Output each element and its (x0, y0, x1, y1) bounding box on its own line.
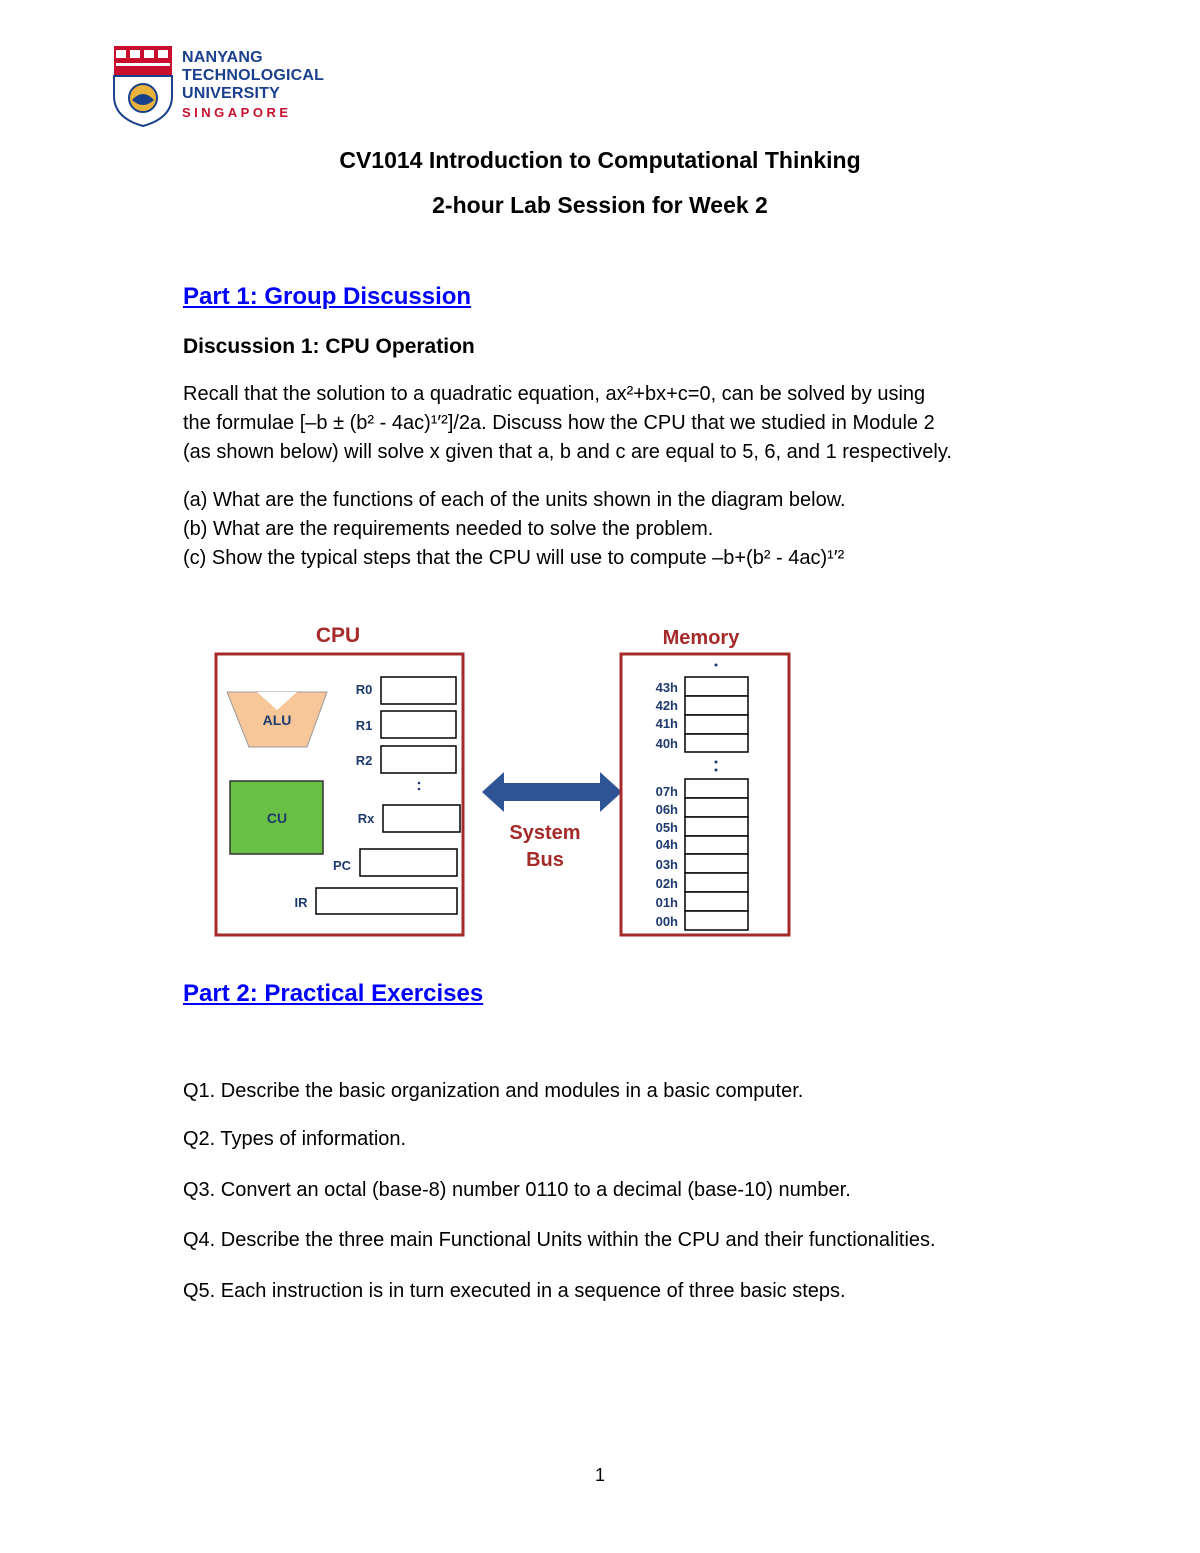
memory-cell (685, 715, 748, 734)
register-label: R2 (355, 753, 373, 768)
discussion-question-c: (c) Show the typical steps that the CPU will use to compute –b+(b² - 4ac)¹′² (183, 547, 845, 569)
course-title: CV1014 Introduction to Computational Thinking (339, 147, 861, 173)
memory-address: 03h (655, 857, 678, 872)
recall-line: (as shown below) will solve x given that a, b and c are equal to 5, 6, and 1 respectively. (183, 441, 952, 463)
ntu-logo (112, 44, 342, 128)
memory-address: 00h (655, 914, 678, 929)
logo-line-nanyang: NANYANG (182, 49, 263, 66)
ellipsis-dot (715, 761, 718, 764)
register-box (383, 805, 460, 832)
memory-address: 41h (655, 716, 678, 731)
memory-cell (685, 677, 748, 696)
memory-address: 02h (655, 876, 678, 891)
memory-cell (685, 892, 748, 911)
memory-address: 05h (655, 820, 678, 835)
part1-heading: Part 1: Group Discussion (183, 283, 472, 310)
memory-address: 42h (655, 698, 678, 713)
register-label: Rx (357, 811, 375, 826)
register-box (381, 746, 456, 773)
discussion-question-b: (b) What are the requirements needed to solve the problem. (183, 518, 714, 540)
page-number: 1 (594, 1465, 605, 1485)
register-label: R1 (355, 718, 373, 733)
memory-address: 04h (655, 837, 678, 852)
memory-cell (685, 779, 748, 798)
memory-cell (685, 854, 748, 873)
discussion-question-a: (a) What are the functions of each of the units shown in the diagram below. (183, 489, 846, 511)
recall-line: the formulae [–b ± (b² - 4ac)¹′²]/2a. Discuss how the CPU that we studied in Module 2 (183, 412, 935, 434)
discussion-questions (183, 486, 1023, 573)
register-box (381, 677, 456, 704)
recall-line: Recall that the solution to a quadratic equation, ax²+bx+c=0, can be solved by using (183, 383, 926, 405)
ntu-crest-icon (112, 44, 174, 128)
pc-label: PC (332, 858, 352, 873)
memory-cell (685, 911, 748, 930)
recall-paragraph (183, 380, 1023, 467)
memory-address: 07h (655, 784, 678, 799)
cpu-title: CPU (315, 624, 361, 647)
memory-cell (685, 836, 748, 854)
memory-cell (685, 873, 748, 892)
bus-label-line2: Bus (526, 849, 564, 871)
memory-cell (685, 734, 748, 752)
ellipsis-dot (418, 782, 421, 785)
ellipsis-dot (715, 769, 718, 772)
memory-cell (685, 798, 748, 817)
memory-cell (685, 817, 748, 836)
memory-cell (685, 696, 748, 715)
exercise-question-1: Q1. Describe the basic organization and modules in a basic computer. (183, 1080, 804, 1102)
pc-register (360, 849, 457, 876)
bus-label-line1: System (509, 822, 581, 844)
discussion-title: Discussion 1: CPU Operation (183, 335, 475, 358)
memory-address: 06h (655, 802, 678, 817)
exercise-question-2: Q2. Types of information. (183, 1128, 407, 1150)
register-label: R0 (355, 682, 373, 697)
memory-address: 40h (655, 736, 678, 751)
memory-title: Memory (662, 627, 740, 649)
logo-line-university: UNIVERSITY (182, 85, 281, 102)
memory-address: 01h (655, 895, 678, 910)
ellipsis-dot (715, 664, 718, 667)
ellipsis-dot (418, 788, 421, 791)
system-bus-arrow (482, 772, 622, 812)
cu-label: CU (266, 810, 288, 826)
logo-line-technological: TECHNOLOGICAL (182, 67, 325, 84)
register-box (381, 711, 456, 738)
ir-register (316, 888, 457, 914)
part2-heading: Part 2: Practical Exercises (183, 980, 484, 1007)
logo-line-singapore: SINGAPORE (182, 105, 292, 120)
cpu-memory-diagram (200, 615, 800, 945)
exercise-question-3: Q3. Convert an octal (base-8) number 0110 to a decimal (base-10) number. (183, 1179, 851, 1201)
session-title: 2-hour Lab Session for Week 2 (432, 192, 768, 218)
alu-label: ALU (262, 712, 292, 728)
ir-label: IR (294, 895, 308, 910)
exercise-question-5: Q5. Each instruction is in turn executed in a sequence of three basic steps. (183, 1280, 846, 1302)
exercise-question-4: Q4. Describe the three main Functional Units within the CPU and their functionalities. (183, 1229, 936, 1251)
memory-address: 43h (655, 680, 678, 695)
